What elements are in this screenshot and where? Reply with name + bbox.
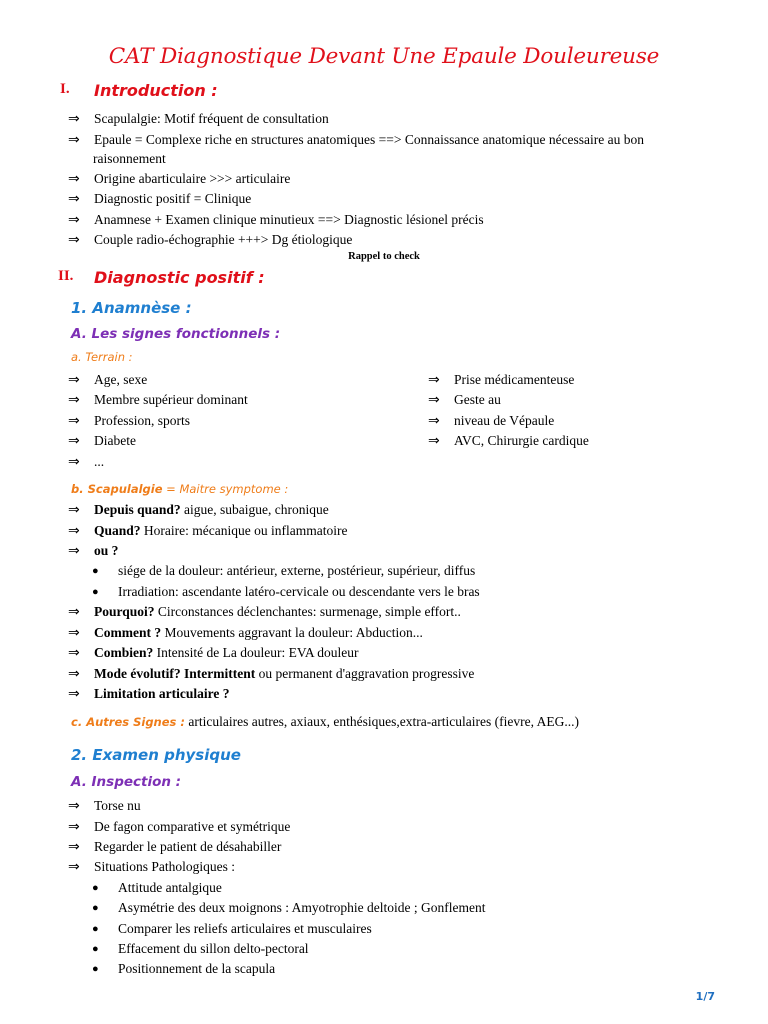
arrow-icon: ⇒: [68, 686, 80, 702]
arrow-icon: ⇒: [68, 859, 80, 875]
arrow-icon: ⇒: [68, 191, 80, 207]
arrow-icon: ⇒: [68, 666, 80, 682]
arrow-icon: ⇒: [68, 604, 80, 620]
subsection-anamnese-heading: 1. Anamnèse :: [71, 299, 192, 317]
signes-fonctionnels-heading: A. Les signes fonctionnels :: [71, 326, 281, 342]
bullet-icon: ●: [92, 963, 99, 975]
list-item-continuation: raisonnement: [93, 151, 166, 166]
arrow-icon: ⇒: [428, 392, 440, 408]
arrow-icon: ⇒: [68, 523, 80, 539]
arrow-icon: ⇒: [68, 798, 80, 814]
arrow-icon: ⇒: [428, 372, 440, 388]
arrow-icon: ⇒: [68, 171, 80, 187]
arrow-icon: ⇒: [68, 625, 80, 641]
arrow-icon: ⇒: [428, 433, 440, 449]
arrow-icon: ⇒: [68, 392, 80, 408]
arrow-icon: ⇒: [68, 433, 80, 449]
bullet-icon: ●: [92, 586, 99, 598]
arrow-icon: ⇒: [68, 372, 80, 388]
document-page: CAT Diagnostique Devant Une Epaule Douleureuse I. Introduction : ⇒ Scapulalgie: Motif fréquent de consultation ⇒ Epaule = Complexe riche en structures anatomiques ==> Connaissance anatomique nécessaire au bon raisonnement ⇒ Origine abarticulaire >>> articulaire ⇒ Diagnostic positif = Clinique ⇒ Anamnese + Examen clinique minutieux ==> Diagnostic lésionel précis ⇒ Couple radio-échographie +++> Dg étiologique Rappel to check II. Diagnostic positif : 1. Anamnèse : A. Les signes fonctionnels : a. Terrain : ⇒ Age, sexe ⇒ Membre supérieur dominant ⇒ Profession, sports ⇒ Diabete ⇒ ... ⇒ Prise médicamenteuse ⇒ Geste au ⇒ niveau de Vépaule ⇒ AVC, Chirurgie cardique b. Scapulalgie = Maitre symptome : ⇒ Depuis quand? aigue, subaigue, chronique ⇒ Quand? Horaire: mécanique ou inflammatoire ⇒ ou ? ● siége de la douleur: antérieur, externe, postérieur, supérieur, diffus ● Irradiation: ascendante latéro-cervicale ou descendante vers le bras ⇒ Pourquoi? Circonstances déclenchantes: surmenage, simple effort.. ⇒ Comment ? Mouvements aggravant la douleur: Abduction... ⇒ Combien? Intensité de La douleur: EVA douleur ⇒ Mode évolutif? Intermittent ou permanent d'aggravation progressive ⇒ Limitation articulaire ? c. Autres Signes : articulaires autres, axiaux, enthésiques,extra-articulaires (fievre, AEG...) 2. Examen physique A. Inspection : ⇒ Torse nu ⇒ De fagon comparative et symétrique ⇒ Regarder le patient de désahabiller ⇒ Situations Pathologiques : ● Attitude antalgique ● Asymétrie des deux moignons : Amyotrophie deltoide ; Gonflement ● Comparer les reliefs articulaires et musculaires ● Effacement du sillon delto-pectoral ● Positionnement de la scapula 1/7: [0, 0, 768, 1024]
bullet-icon: ●: [92, 943, 99, 955]
arrow-icon: ⇒: [68, 212, 80, 228]
bullet-icon: ●: [92, 882, 99, 894]
arrow-icon: ⇒: [68, 645, 80, 661]
arrow-icon: ⇒: [68, 111, 80, 127]
inspection-heading: A. Inspection :: [71, 774, 182, 790]
autres-signes-line: c. Autres Signes : articulaires autres, axiaux, enthésiques,extra-articulaires (fievre, AEG...): [71, 714, 579, 729]
bullet-icon: ●: [92, 565, 99, 577]
arrow-icon: ⇒: [68, 819, 80, 835]
arrow-icon: ⇒: [68, 132, 80, 148]
page-number: 1/7: [695, 990, 715, 1003]
arrow-icon: ⇒: [68, 839, 80, 855]
document-title: CAT Diagnostique Devant Une Epaule Douleureuse: [108, 44, 660, 69]
arrow-icon: ⇒: [68, 413, 80, 429]
scapulalgie-heading: b. Scapulalgie = Maitre symptome :: [71, 482, 289, 496]
bullet-icon: ●: [92, 902, 99, 914]
terrain-heading: a. Terrain :: [71, 350, 133, 364]
arrow-icon: ⇒: [68, 502, 80, 518]
arrow-icon: ⇒: [68, 454, 80, 470]
subsection-examen-heading: 2. Examen physique: [71, 746, 241, 764]
arrow-icon: ⇒: [428, 413, 440, 429]
bullet-icon: ●: [92, 923, 99, 935]
rappel-note: Rappel to check: [348, 251, 420, 262]
arrow-icon: ⇒: [68, 232, 80, 248]
arrow-icon: ⇒: [68, 543, 80, 559]
